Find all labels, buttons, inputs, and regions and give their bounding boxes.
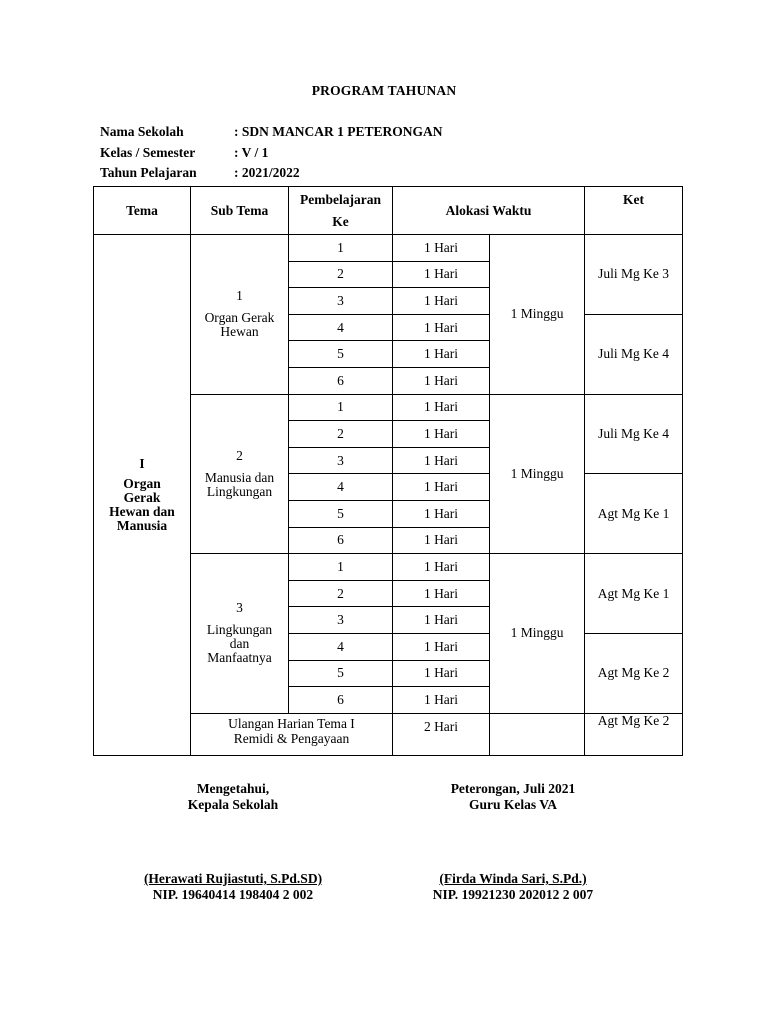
hari-cell: 1 Hari — [393, 474, 490, 501]
ket-cell: Agt Mg Ke 2 — [585, 633, 683, 713]
hari-cell: 1 Hari — [393, 580, 490, 607]
pembelajaran-cell: 5 — [289, 500, 393, 527]
ket-cell: Agt Mg Ke 1 — [585, 554, 683, 634]
hari-cell: 1 Hari — [393, 447, 490, 474]
pembelajaran-cell: 1 — [289, 235, 393, 262]
hari-cell: 1 Hari — [393, 687, 490, 714]
pembelajaran-cell: 2 — [289, 580, 393, 607]
signature-right-heading — [413, 781, 613, 813]
info-label: Tahun Pelajaran — [100, 165, 197, 180]
right-line1: Peterongan, Juli 2021 — [450, 781, 576, 796]
pembelajaran-cell: 4 — [289, 633, 393, 660]
minggu-cell: 1 Minggu — [490, 554, 585, 714]
tema-name: Organ Gerak Hewan dan Manusia — [109, 475, 175, 533]
ket-cell: Juli Mg Ke 4 — [585, 314, 683, 394]
minggu-cell: 1 Minggu — [490, 394, 585, 554]
hari-cell: 1 Hari — [393, 314, 490, 341]
right-line2: Guru Kelas VA — [468, 797, 558, 812]
hari-cell: 1 Hari — [393, 633, 490, 660]
tema-number: I — [139, 455, 145, 471]
hari-cell: 1 Hari — [393, 288, 490, 315]
sub-tema-name: Manusia dan Lingkungan — [204, 469, 275, 499]
left-line2: Kepala Sekolah — [187, 797, 279, 812]
hari-cell: 1 Hari — [393, 367, 490, 394]
sub-tema-cell — [191, 554, 289, 714]
signature-left-heading — [131, 781, 335, 813]
left-signer-name: (Herawati Rujiastuti, S.Pd.SD) — [143, 871, 323, 886]
ket-cell: Juli Mg Ke 3 — [585, 235, 683, 315]
info-row-school — [100, 124, 443, 145]
pembelajaran-cell: 2 — [289, 261, 393, 288]
hari-cell: 1 Hari — [393, 235, 490, 262]
table-row — [94, 235, 683, 262]
ulangan-hari-cell: 2 Hari — [393, 713, 490, 755]
right-signer-name: (Firda Winda Sari, S.Pd.) — [439, 871, 587, 886]
hari-cell: 1 Hari — [393, 341, 490, 368]
tema-cell — [94, 235, 191, 756]
info-value: : SDN MANCAR 1 PETERONGAN — [234, 124, 443, 139]
header-pembelajaran: Pembelajaran Ke — [289, 187, 393, 235]
ulangan-ket-cell: Agt Mg Ke 2 — [585, 713, 683, 755]
pembelajaran-cell: 4 — [289, 314, 393, 341]
sub-tema-number: 1 — [236, 288, 243, 304]
pembelajaran-cell: 3 — [289, 607, 393, 634]
signature-left-name — [131, 871, 335, 903]
school-info — [100, 124, 443, 186]
hari-cell: 1 Hari — [393, 554, 490, 581]
info-label: Nama Sekolah — [100, 124, 184, 139]
sub-tema-cell — [191, 394, 289, 554]
program-table — [93, 186, 683, 756]
header-sub-tema: Sub Tema — [191, 187, 289, 235]
pembelajaran-cell: 5 — [289, 660, 393, 687]
ket-cell: Juli Mg Ke 4 — [585, 394, 683, 474]
right-signer-nip: NIP. 19921230 202012 2 007 — [432, 887, 594, 902]
info-label: Kelas / Semester — [100, 144, 196, 160]
header-tema: Tema — [94, 187, 191, 235]
signature-right-name — [413, 871, 613, 903]
pembelajaran-cell: 4 — [289, 474, 393, 501]
hari-cell: 1 Hari — [393, 607, 490, 634]
pembelajaran-cell: 3 — [289, 288, 393, 315]
document-title: PROGRAM TAHUNAN — [311, 83, 457, 98]
ulangan-empty-cell — [490, 713, 585, 755]
pembelajaran-cell: 6 — [289, 527, 393, 554]
hari-cell: 1 Hari — [393, 394, 490, 421]
info-row-year — [100, 165, 443, 186]
pembelajaran-cell: 1 — [289, 554, 393, 581]
hari-cell: 1 Hari — [393, 660, 490, 687]
pembelajaran-cell: 6 — [289, 367, 393, 394]
sub-tema-number: 3 — [236, 600, 243, 616]
left-signer-nip: NIP. 19640414 198404 2 002 — [152, 887, 314, 902]
ulangan-label-cell: Ulangan Harian Tema I Remidi & Pengayaan — [191, 713, 393, 755]
ket-cell: Agt Mg Ke 1 — [585, 474, 683, 554]
header-ket: Ket — [585, 187, 683, 235]
pembelajaran-cell: 1 — [289, 394, 393, 421]
hari-cell: 1 Hari — [393, 421, 490, 448]
pembelajaran-cell: 3 — [289, 447, 393, 474]
hari-cell: 1 Hari — [393, 500, 490, 527]
minggu-cell: 1 Minggu — [490, 235, 585, 395]
sub-tema-number: 2 — [236, 447, 243, 463]
sub-tema-name: Organ Gerak Hewan — [204, 310, 275, 340]
sub-tema-cell — [191, 235, 289, 395]
hari-cell: 1 Hari — [393, 261, 490, 288]
pembelajaran-cell: 6 — [289, 687, 393, 714]
pembelajaran-cell: 5 — [289, 341, 393, 368]
table-body — [94, 235, 683, 756]
info-value: : V / 1 — [234, 144, 269, 160]
info-row-class — [100, 145, 443, 166]
left-line1: Mengetahui, — [196, 781, 270, 796]
sub-tema-name: Lingkungan dan Manfaatnya — [206, 622, 273, 666]
info-value: : 2021/2022 — [234, 165, 300, 180]
pembelajaran-cell: 2 — [289, 421, 393, 448]
hari-cell: 1 Hari — [393, 527, 490, 554]
header-alokasi-waktu: Alokasi Waktu — [393, 187, 585, 235]
table-header-row — [94, 187, 683, 235]
